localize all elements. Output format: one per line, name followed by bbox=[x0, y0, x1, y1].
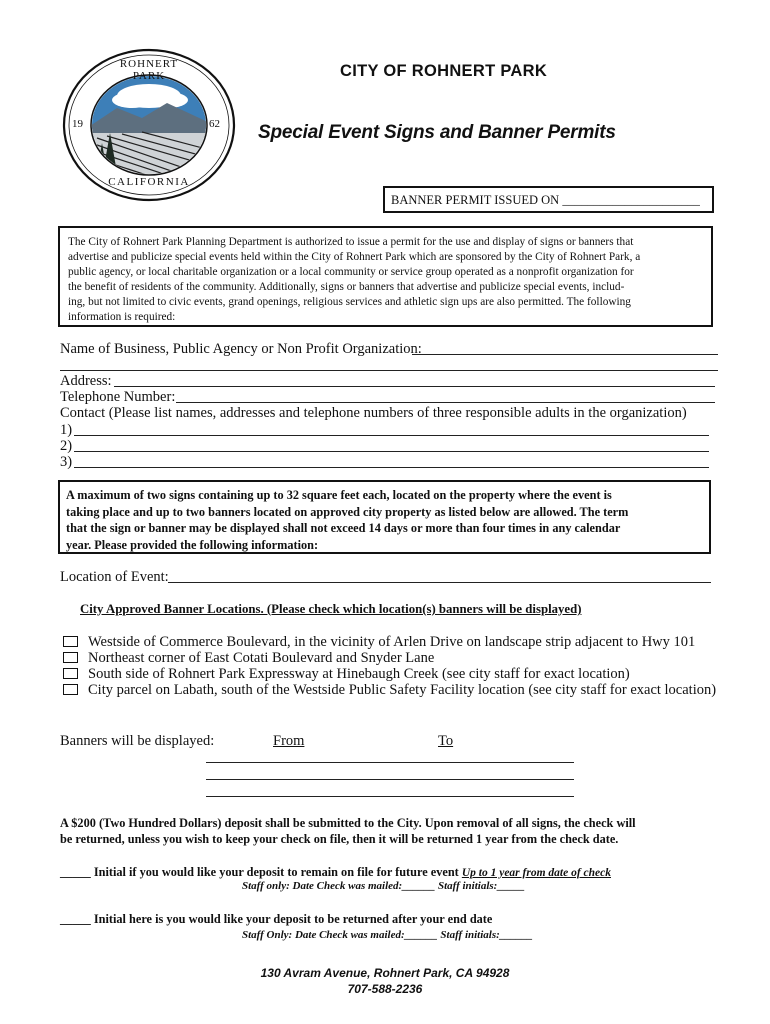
location-checkbox-1[interactable] bbox=[63, 636, 78, 647]
permit-issued-label[interactable]: BANNER PERMIT ISSUED ON ______________________ bbox=[391, 193, 700, 207]
seal-year-right: 62 bbox=[209, 118, 220, 130]
phone-input-line[interactable] bbox=[176, 402, 715, 403]
address-input-line[interactable] bbox=[114, 386, 715, 387]
option-2-text: Initial here is you would like your deposit to be returned after your end date bbox=[93, 912, 493, 926]
intro-line: information is required: bbox=[68, 311, 176, 323]
seal-bottom-text: CALIFORNIA bbox=[108, 176, 190, 188]
initial-blank-1[interactable]: _____ bbox=[60, 865, 91, 879]
intro-text bbox=[68, 235, 640, 325]
location-label: Location of Event: bbox=[60, 569, 169, 585]
option-2-staff: Staff Only: Date Check was mailed:______ Staff initials:______ bbox=[242, 929, 533, 941]
deposit-option-1 bbox=[60, 865, 611, 880]
permit-issued-box bbox=[383, 186, 714, 213]
city-name: CITY OF ROHNERT PARK bbox=[340, 62, 548, 80]
display-from-label: From bbox=[273, 733, 305, 749]
display-date-line-3[interactable] bbox=[206, 796, 574, 797]
deposit-option-2 bbox=[60, 912, 492, 927]
seal-year-left: 19 bbox=[72, 118, 83, 130]
notice-line: year. Please provided the following information: bbox=[66, 537, 319, 552]
page-title: Special Event Signs and Banner Permits bbox=[258, 122, 616, 143]
intro-line: advertise and publicize special events held within the City of Rohnert Park which are sponsored by the City of Rohnert Park, a bbox=[68, 251, 641, 263]
phone-label: Telephone Number: bbox=[60, 389, 176, 405]
contact-2-input-line[interactable] bbox=[74, 451, 709, 452]
display-date-line-1[interactable] bbox=[206, 762, 574, 763]
org-input-line-2[interactable] bbox=[60, 370, 718, 371]
location-checkbox-4[interactable] bbox=[63, 684, 78, 695]
location-checkbox-3[interactable] bbox=[63, 668, 78, 679]
location-checkbox-2[interactable] bbox=[63, 652, 78, 663]
notice-line: taking place and up to two banners located on approved city property as listed below are allowed. The term bbox=[66, 504, 629, 519]
intro-line: The City of Rohnert Park Planning Department is authorized to issue a permit for the use and display of signs or banners that bbox=[68, 236, 634, 248]
deposit-line-1: A $200 (Two Hundred Dollars) deposit shall be submitted to the City. Upon removal of all signs, the check will bbox=[60, 816, 636, 830]
location-item-3: South side of Rohnert Park Expressway at Hinebaugh Creek (see city staff for exact location) bbox=[88, 666, 630, 682]
display-to-label: To bbox=[438, 733, 454, 749]
contact-2-label: 2) bbox=[60, 438, 73, 454]
notice-line: A maximum of two signs containing up to 32 square feet each, located on the property where the event is bbox=[66, 488, 612, 502]
intro-line: ing, but not limited to civic events, grand openings, religious services and athletic sign ups are also permitted. The following bbox=[68, 296, 631, 308]
footer-address: 130 Avram Avenue, Rohnert Park, CA 94928 bbox=[260, 966, 510, 980]
intro-box bbox=[58, 226, 713, 327]
location-item-1: Westside of Commerce Boulevard, in the vicinity of Arlen Drive on landscape strip adjacent to Hwy 101 bbox=[88, 634, 696, 650]
notice-box bbox=[58, 480, 711, 554]
contact-3-input-line[interactable] bbox=[74, 467, 709, 468]
locations-heading: City Approved Banner Locations. (Please check which location(s) banners will be displayed) bbox=[80, 602, 582, 616]
intro-line: the benefit of residents of the community. Additionally, signs or banners that advertise and publicize special events, includ- bbox=[68, 281, 625, 293]
address-label: Address: bbox=[60, 373, 112, 389]
intro-line: public agency, or local charitable organization or a local community or service group operated as a nonprofit organization for bbox=[68, 266, 634, 278]
contact-label: Contact (Please list names, addresses and telephone numbers of three responsible adults in the organization) bbox=[60, 405, 687, 421]
org-label: Name of Business, Public Agency or Non Profit Organization: bbox=[60, 341, 422, 357]
city-seal bbox=[62, 48, 236, 202]
location-item-2: Northeast corner of East Cotati Boulevard and Snyder Lane bbox=[88, 650, 435, 666]
contact-3-label: 3) bbox=[60, 454, 73, 470]
contact-1-input-line[interactable] bbox=[74, 435, 709, 436]
deposit-line-2: be returned, unless you wish to keep your check on file, then it will be returned 1 year from the check date. bbox=[60, 832, 619, 846]
display-date-line-2[interactable] bbox=[206, 779, 574, 780]
location-item-4: City parcel on Labath, south of the Westside Public Safety Facility location (see city staff for exact location) bbox=[88, 682, 717, 698]
contact-1-label: 1) bbox=[60, 422, 73, 438]
display-label: Banners will be displayed: bbox=[60, 733, 215, 749]
org-input-line[interactable] bbox=[412, 354, 718, 355]
seal-top-text: ROHNERT PARK bbox=[119, 58, 179, 82]
option-1-text: Initial if you would like your deposit to remain on file for future event bbox=[93, 865, 459, 879]
notice-text bbox=[66, 487, 628, 553]
option-1-note: Up to 1 year from date of check bbox=[461, 867, 611, 879]
footer-phone: 707-588-2236 bbox=[347, 982, 423, 996]
location-input-line[interactable] bbox=[168, 582, 711, 583]
option-1-staff: Staff only: Date Check was mailed:______ Staff initials:_____ bbox=[242, 880, 525, 892]
notice-line: that the sign or banner may be displayed shall not exceed 14 days or more than four times in any calendar bbox=[66, 521, 621, 535]
initial-blank-2[interactable]: _____ bbox=[60, 912, 91, 926]
